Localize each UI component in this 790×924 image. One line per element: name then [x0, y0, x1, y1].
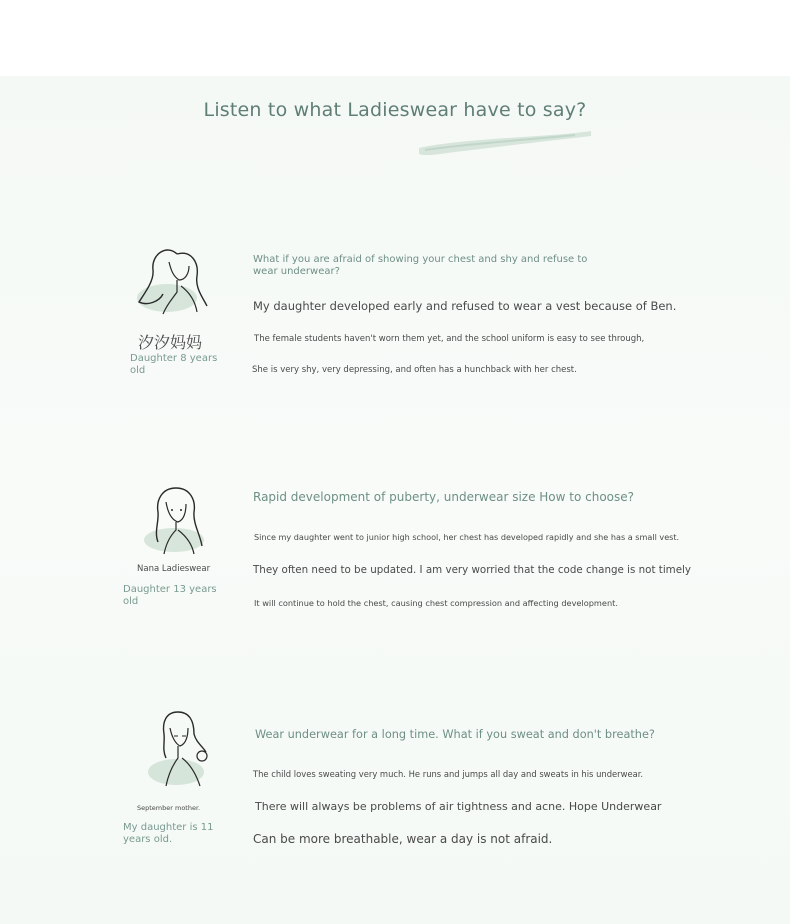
testimonial-line: They often need to be updated. I am very worried that the code change is not timely — [253, 564, 691, 576]
testimonial-question: Wear underwear for a long time. What if you sweat and don't breathe? — [255, 728, 655, 741]
testimonial-line: She is very shy, very depressing, and often has a hunchback with her chest. — [252, 365, 577, 375]
testimonial-name: September mother. — [137, 804, 201, 812]
testimonial-name: Nana Ladieswear — [137, 564, 211, 574]
woman-avatar-icon — [144, 706, 216, 792]
woman-avatar-icon — [133, 240, 213, 320]
testimonial-question: Rapid development of puberty, underwear size How to choose? — [253, 490, 635, 504]
testimonial-line: There will always be problems of air tightness and acne. Hope Underwear — [255, 800, 662, 813]
brush-stroke-decoration — [415, 128, 595, 160]
testimonial-age: Daughter 8 years old — [130, 353, 218, 376]
testimonial-line: Since my daughter went to junior high school, her chest has developed rapidly and she has a small vest. — [254, 532, 680, 542]
testimonial-age: Daughter 13 years old — [123, 584, 217, 607]
testimonial-line: The child loves sweating very much. He runs and jumps all day and sweats in his underwear. — [253, 769, 644, 779]
testimonial-age: My daughter is 11 years old. — [123, 822, 214, 845]
testimonial-question: What if you are afraid of showing your chest and shy and refuse to wear underwear? — [253, 254, 588, 277]
testimonial-line: Can be more breathable, wear a day is not afraid. — [253, 832, 553, 846]
page-title: Listen to what Ladieswear have to say? — [203, 99, 587, 121]
testimonial-line: The female students haven't worn them yet, and the school uniform is easy to see through, — [254, 334, 645, 344]
testimonial-line: It will continue to hold the chest, causing chest compression and affecting development. — [254, 598, 618, 608]
testimonial-line: My daughter developed early and refused to wear a vest because of Ben. — [253, 299, 677, 313]
testimonial-name: 汐汐妈妈 — [138, 333, 203, 352]
woman-avatar-icon — [140, 482, 212, 558]
